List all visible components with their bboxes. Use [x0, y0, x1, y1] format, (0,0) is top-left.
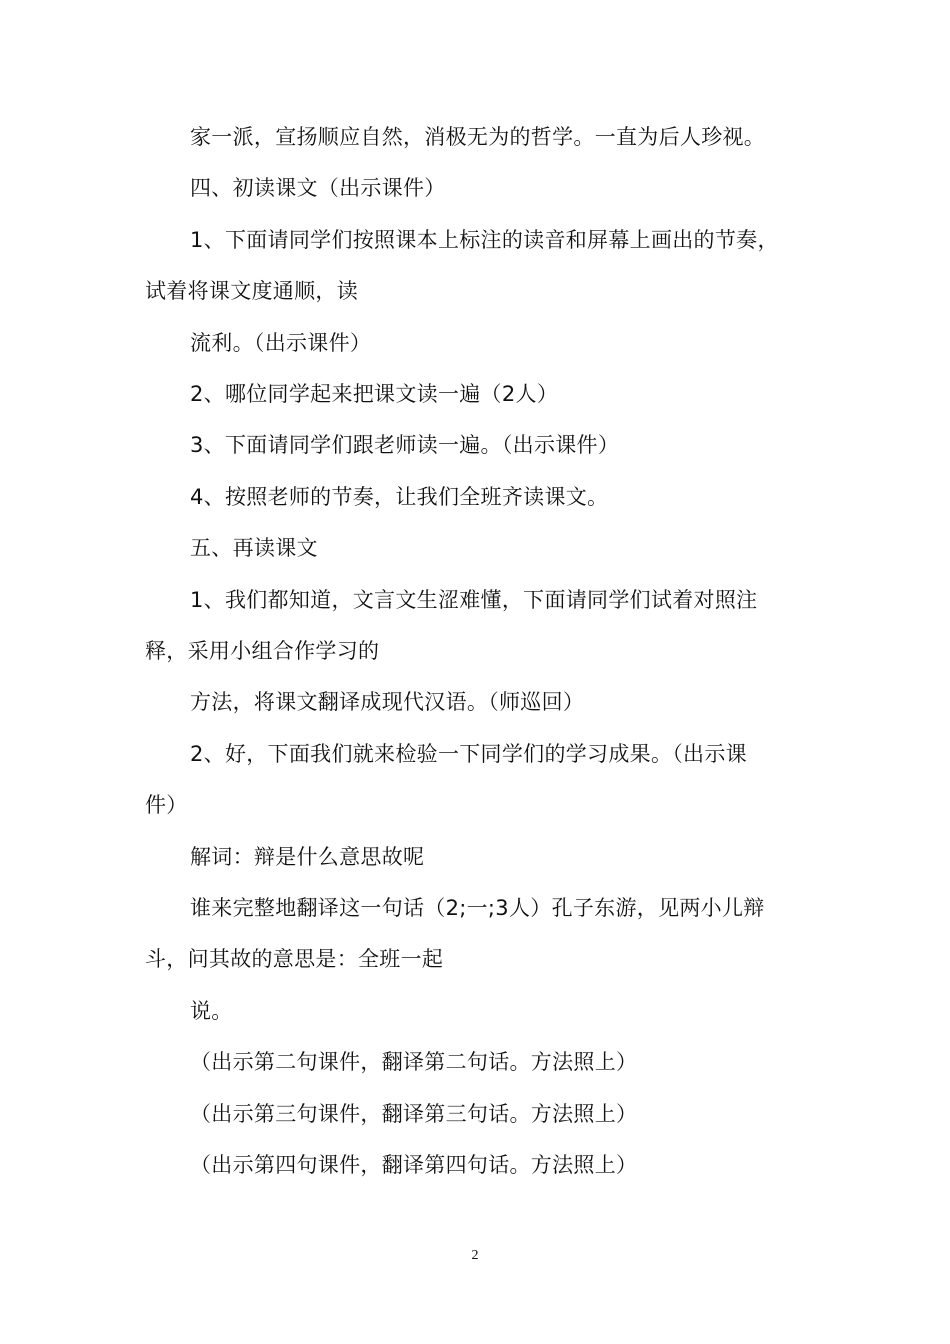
paragraph-line: 斗，问其故的意思是：全班一起 — [145, 947, 444, 971]
paragraph-line: 试着将课文度通顺，读 — [145, 279, 358, 303]
paragraph-line: 说。 — [190, 999, 233, 1023]
paragraph-line: 谁来完整地翻译这一句话（2;一;3人）孔子东游，见两小儿辩 — [190, 896, 765, 920]
page-number: 2 — [471, 1248, 479, 1263]
paragraph-line: 流利。（出示课件） — [190, 331, 372, 355]
paragraph-line: 家一派，宣扬顺应自然，消极无为的哲学。一直为后人珍视。 — [190, 125, 766, 149]
paragraph-line: （出示第四句课件，翻译第四句话。方法照上） — [190, 1153, 638, 1177]
paragraph-line: 件） — [145, 793, 188, 817]
paragraph-line: （出示第二句课件，翻译第二句话。方法照上） — [190, 1050, 638, 1074]
paragraph-line: （出示第三句课件，翻译第三句话。方法照上） — [190, 1102, 638, 1126]
paragraph-line: 1、我们都知道，文言文生涩难懂，下面请同学们试着对照注 — [190, 588, 758, 612]
section-heading: 五、再读课文 — [190, 536, 318, 560]
section-heading: 四、初读课文（出示课件） — [190, 176, 446, 200]
paragraph-line: 释，采用小组合作学习的 — [145, 639, 380, 663]
paragraph-line: 2、哪位同学起来把课文读一遍（2人） — [190, 382, 559, 406]
paragraph-line: 3、下面请同学们跟老师读一遍。（出示课件） — [190, 433, 620, 457]
paragraph-line: 2、好，下面我们就来检验一下同学们的学习成果。（出示课 — [190, 742, 747, 766]
paragraph-line: 4、按照老师的节奏，让我们全班齐读课文。 — [190, 485, 609, 509]
paragraph-line: 方法，将课文翻译成现代汉语。（师巡回） — [190, 690, 585, 714]
paragraph-line: 1、下面请同学们按照课本上标注的读音和屏幕上画出的节奏， — [190, 228, 779, 252]
paragraph-line: 解词：辩是什么意思故呢 — [190, 845, 425, 869]
